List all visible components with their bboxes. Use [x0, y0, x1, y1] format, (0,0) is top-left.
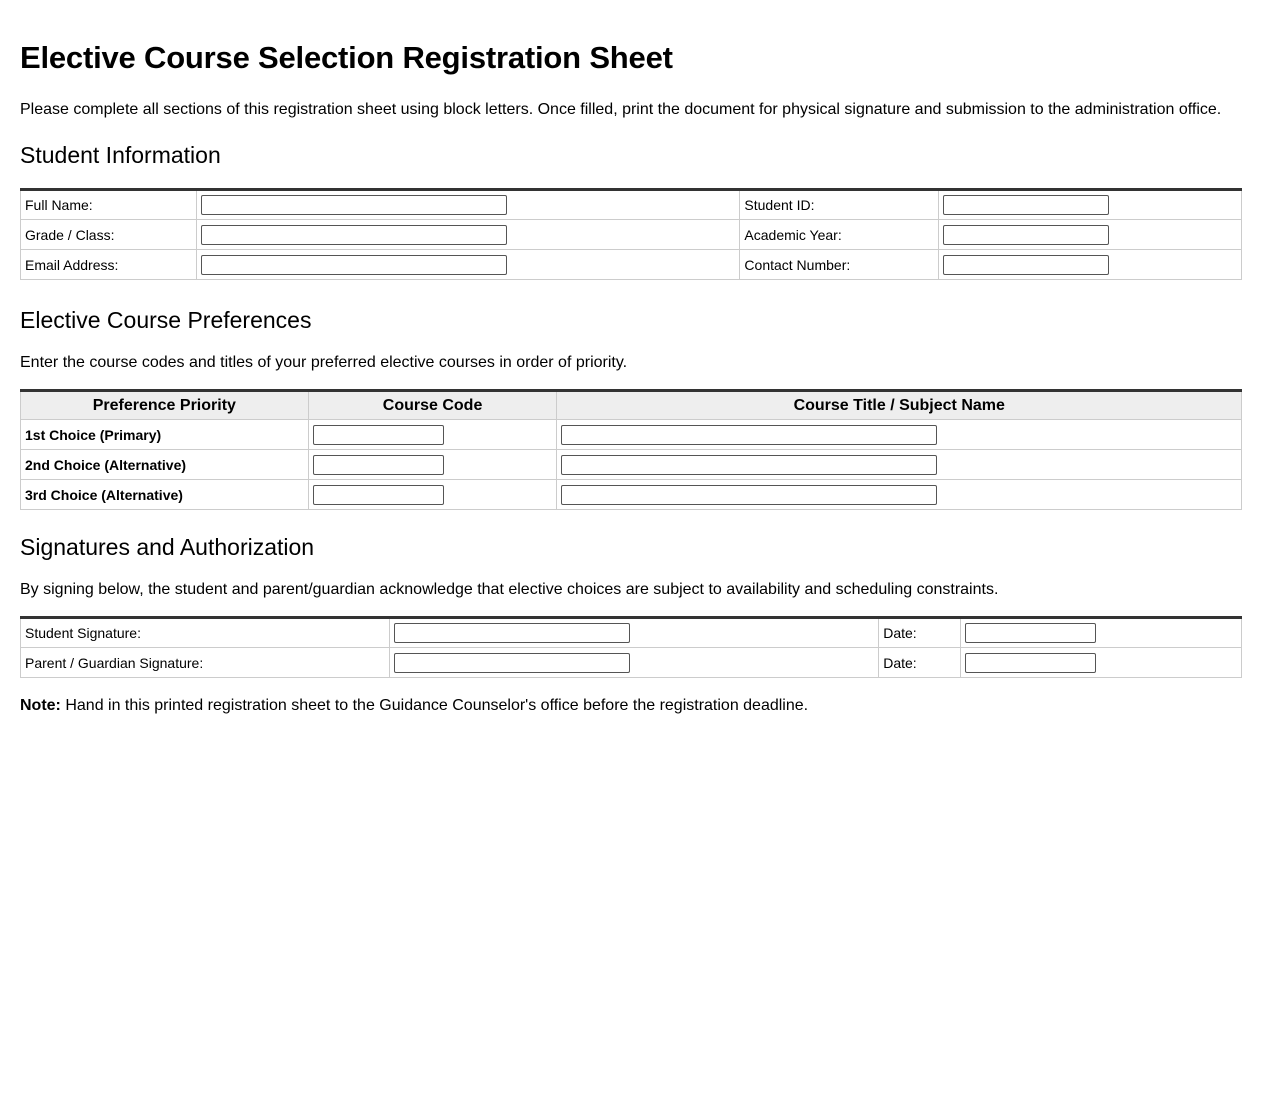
student-info-table: [20, 188, 1242, 280]
course-code-field-2[interactable]: [313, 455, 444, 475]
date-label: Date:: [879, 648, 961, 678]
contact-number-label: Contact Number:: [740, 250, 939, 280]
column-header-priority: Preference Priority: [21, 391, 309, 420]
page-title: Elective Course Selection Registration Sheet: [20, 40, 673, 75]
course-code-field-3[interactable]: [313, 485, 444, 505]
preferences-description: Enter the course codes and titles of your preferred elective courses in order of priority.: [20, 354, 628, 371]
guardian-signature-label: Parent / Guardian Signature:: [21, 648, 390, 678]
signatures-heading: Signatures and Authorization: [20, 534, 315, 560]
date-label: Date:: [879, 618, 961, 648]
note-prefix: Note:: [20, 697, 61, 714]
student-info-heading: Student Information: [20, 142, 221, 168]
column-header-course-code: Course Code: [308, 391, 557, 420]
table-row: [21, 480, 1242, 510]
table-row: [21, 648, 1242, 678]
signatures-table: [20, 616, 1242, 678]
table-row: [21, 450, 1242, 480]
note-text: [20, 697, 808, 715]
table-header-row: [21, 391, 1242, 420]
course-code-field-1[interactable]: [313, 425, 444, 445]
intro-text: Please complete all sections of this registration sheet using block letters. Once filled, print the document for physical signature and submission to the administration office.: [20, 101, 1222, 118]
priority-label: 3rd Choice (Alternative): [21, 480, 309, 510]
guardian-signature-field[interactable]: [394, 653, 630, 673]
preferences-heading: Elective Course Preferences: [20, 307, 312, 333]
note-body: Hand in this printed registration sheet to the Guidance Counselor's office before the registration deadline.: [60, 697, 809, 714]
full-name-field[interactable]: [201, 195, 507, 215]
academic-year-field[interactable]: [943, 225, 1109, 245]
table-row: [21, 250, 1242, 280]
grade-class-label: Grade / Class:: [21, 220, 197, 250]
priority-label: 1st Choice (Primary): [21, 420, 309, 450]
course-title-field-2[interactable]: [561, 455, 937, 475]
full-name-label: Full Name:: [21, 190, 197, 220]
table-row: [21, 220, 1242, 250]
table-row: [21, 618, 1242, 648]
student-id-field[interactable]: [943, 195, 1109, 215]
course-title-field-1[interactable]: [561, 425, 937, 445]
course-title-field-3[interactable]: [561, 485, 937, 505]
guardian-date-field[interactable]: [965, 653, 1096, 673]
student-signature-field[interactable]: [394, 623, 630, 643]
email-address-field[interactable]: [201, 255, 507, 275]
table-row: [21, 420, 1242, 450]
column-header-course-title: Course Title / Subject Name: [557, 391, 1242, 420]
preferences-table: [20, 389, 1242, 510]
grade-class-field[interactable]: [201, 225, 507, 245]
signatures-description: By signing below, the student and parent/guardian acknowledge that elective choices are subject to availability and scheduling constraints.: [20, 581, 999, 598]
contact-number-field[interactable]: [943, 255, 1109, 275]
email-address-label: Email Address:: [21, 250, 197, 280]
priority-label: 2nd Choice (Alternative): [21, 450, 309, 480]
student-signature-label: Student Signature:: [21, 618, 390, 648]
table-row: [21, 190, 1242, 220]
academic-year-label: Academic Year:: [740, 220, 939, 250]
student-id-label: Student ID:: [740, 190, 939, 220]
student-date-field[interactable]: [965, 623, 1096, 643]
